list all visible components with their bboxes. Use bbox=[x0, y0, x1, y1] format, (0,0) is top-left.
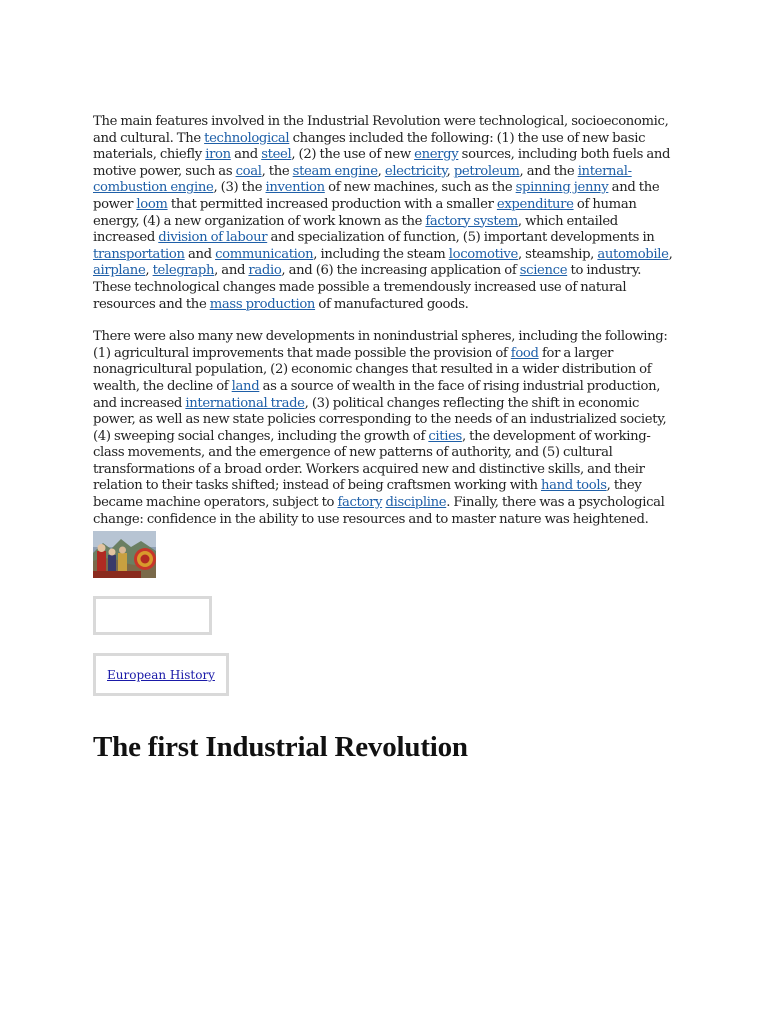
link-energy[interactable]: energy bbox=[414, 147, 459, 163]
link-electricity[interactable]: electricity bbox=[384, 163, 447, 179]
link-communication[interactable]: communication bbox=[215, 246, 314, 262]
link-invention[interactable]: invention bbox=[265, 180, 325, 196]
link-automobile[interactable]: automobile bbox=[597, 246, 669, 262]
text: , (3) the bbox=[213, 180, 266, 196]
link-petroleum[interactable]: petroleum bbox=[453, 163, 520, 179]
text: , they became machine operators, subject to bbox=[93, 478, 642, 511]
text: sources, including both fuels and motive power, such as bbox=[93, 147, 671, 179]
link-technological[interactable]: technological bbox=[204, 130, 290, 146]
text: of human energy, (4) a new organization of work known as the bbox=[93, 196, 637, 229]
paragraph-nonindustrial bbox=[93, 329, 675, 528]
european-history-thumbnail-icon[interactable] bbox=[93, 531, 156, 578]
link-factory-system[interactable]: factory system bbox=[425, 213, 518, 229]
link-cities[interactable]: cities bbox=[428, 428, 462, 444]
link-airplane[interactable]: airplane bbox=[93, 263, 146, 279]
link-radio[interactable]: radio bbox=[248, 263, 282, 279]
link-division-of-labour[interactable]: division of labour bbox=[158, 230, 268, 246]
link-iron[interactable]: iron bbox=[205, 147, 231, 163]
text: , bbox=[446, 163, 454, 179]
thumbnail-illustration bbox=[93, 531, 156, 578]
text: to industry. These technological changes made possible a tremendously increased use of natural resources and the bbox=[93, 263, 642, 312]
text: , bbox=[668, 246, 673, 262]
text: , which entailed increased bbox=[93, 213, 618, 246]
text: and specialization of function, (5) important developments in bbox=[267, 230, 655, 246]
text: for a larger nonagricultural population, (2) economic changes that resulted in a wider distribution of wealth, the decline of bbox=[93, 345, 652, 394]
text: There were also many new developments in nonindustrial spheres, including the following: (1) agricultural improvements that made possible the provision of bbox=[93, 329, 668, 361]
text: and the power bbox=[93, 180, 660, 212]
link-steam-engine[interactable]: steam engine bbox=[292, 163, 378, 179]
link-hand-tools[interactable]: hand tools bbox=[540, 478, 607, 494]
text: , bbox=[377, 163, 385, 179]
link-mass-production[interactable]: mass production bbox=[209, 296, 316, 312]
link-telegraph[interactable]: telegraph bbox=[152, 263, 215, 279]
link-internal-combustion-engine[interactable]: internal-combustion engine bbox=[93, 163, 632, 196]
empty-content-box bbox=[93, 596, 212, 635]
text: . Finally, there was a psychological change: confidence in the ability to use resources and to master nature was heightened. bbox=[93, 495, 665, 527]
link-european-history[interactable]: European History bbox=[107, 668, 215, 683]
text: The main features involved in the Industrial Revolution were technological, socioeconomic, and cultural. The bbox=[93, 114, 669, 146]
text: , steamship, bbox=[517, 246, 598, 262]
related-topic-box bbox=[93, 653, 229, 696]
link-loom[interactable]: loom bbox=[136, 196, 168, 212]
text: and bbox=[184, 246, 216, 262]
text: of manufactured goods. bbox=[315, 296, 469, 312]
text: , (3) political changes reflecting the shift in economic power, as well as new state policies corresponding to the needs of an industrialized society, (4) sweeping social changes, including the growth of bbox=[93, 395, 667, 444]
text: as a source of wealth in the face of rising industrial production, and increased bbox=[93, 378, 661, 411]
link-transportation[interactable]: transportation bbox=[93, 246, 185, 262]
link-international-trade[interactable]: international trade bbox=[185, 395, 305, 411]
text: that permitted increased production with a smaller bbox=[167, 196, 497, 212]
section-heading: The first Industrial Revolution bbox=[93, 731, 468, 764]
text: and bbox=[230, 147, 262, 163]
text: , the development of working-class movements, and the emergence of new patterns of authority, and (5) cultural transformations of a broad order. Workers acquired new and distinctive skills, and their relation to their tasks shifted; instead of being craftsmen working with bbox=[93, 428, 651, 494]
text: , (2) the use of new bbox=[291, 147, 415, 163]
text: , bbox=[145, 263, 153, 279]
link-science[interactable]: science bbox=[519, 263, 568, 279]
article-content bbox=[93, 114, 675, 764]
link-food[interactable]: food bbox=[510, 345, 539, 361]
link-discipline[interactable]: discipline bbox=[385, 495, 447, 511]
text: , including the steam bbox=[313, 246, 449, 262]
text: changes included the following: (1) the use of new basic materials, chiefly bbox=[93, 130, 646, 163]
link-coal[interactable]: coal bbox=[235, 163, 262, 179]
link-factory[interactable]: factory bbox=[337, 495, 383, 511]
text: , and the bbox=[519, 163, 578, 179]
link-locomotive[interactable]: locomotive bbox=[448, 246, 518, 262]
paragraph-features bbox=[93, 114, 675, 313]
text: , the bbox=[261, 163, 293, 179]
text: , and (6) the increasing application of bbox=[281, 263, 520, 279]
link-land[interactable]: land bbox=[231, 378, 260, 394]
text: , and bbox=[214, 263, 249, 279]
text: of new machines, such as the bbox=[324, 180, 516, 196]
link-steel[interactable]: steel bbox=[261, 147, 292, 163]
link-spinning-jenny[interactable]: spinning jenny bbox=[515, 180, 609, 196]
link-expenditure[interactable]: expenditure bbox=[496, 196, 574, 212]
